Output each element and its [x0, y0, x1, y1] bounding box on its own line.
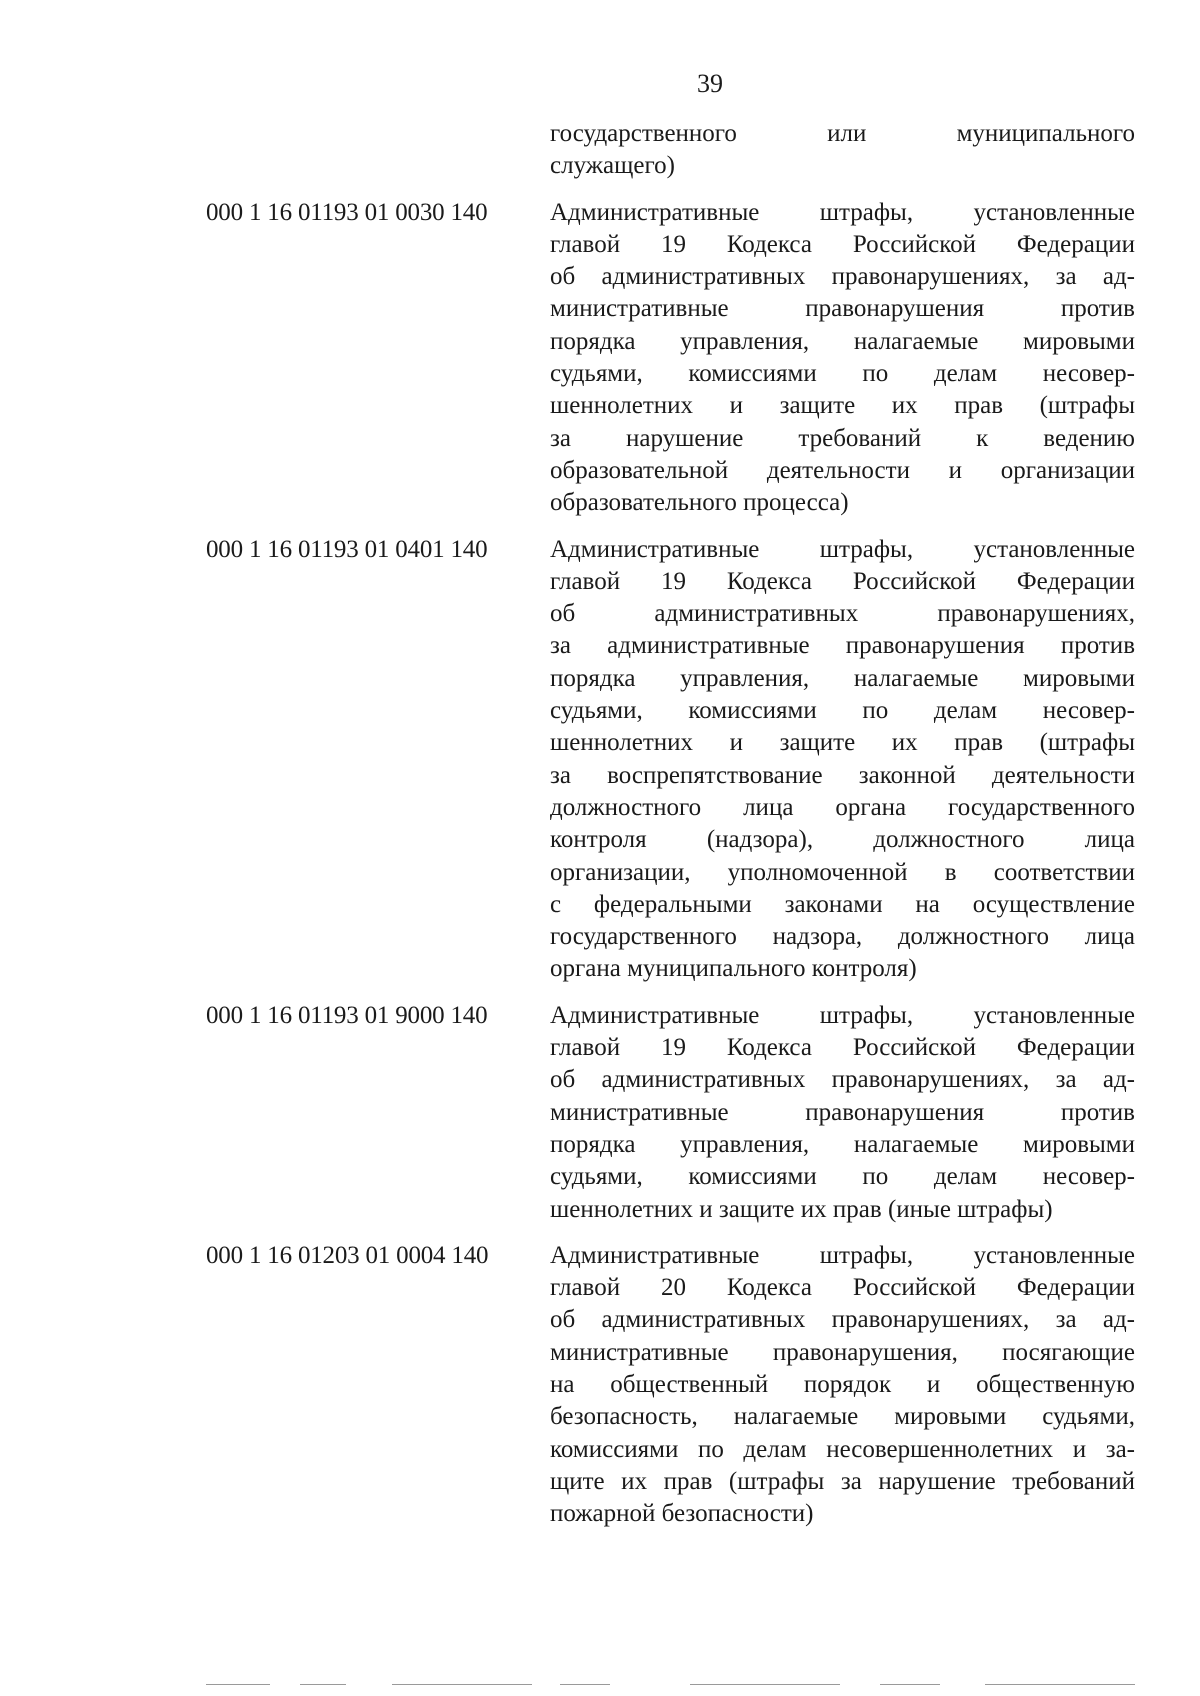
description-line: государственного или муниципального — [550, 120, 1135, 147]
description-line: за нарушение требований к ведению — [550, 424, 1135, 452]
description-text — [550, 1000, 1135, 1226]
description-line: порядка управления, налагаемые мировыми — [550, 664, 1135, 692]
document-table — [206, 118, 1136, 1544]
description-line: порядка управления, налагаемые мировыми — [550, 1130, 1135, 1158]
table-row — [206, 534, 1136, 986]
description-line: контроля (надзора), должностного лица — [550, 826, 1135, 854]
description-line: государственного надзора, должностного лица — [550, 923, 1135, 951]
classification-code: 000 1 16 01203 01 0004 140 — [206, 1241, 489, 1269]
classification-code: 000 1 16 01193 01 9000 140 — [206, 1001, 488, 1029]
description-line: главой 19 Кодекса Российской Федерации — [550, 1034, 1135, 1062]
description-line: должностного лица органа государственного — [550, 793, 1135, 821]
description-line: пожарной безопасности) — [550, 1500, 814, 1528]
description-line: об административных правонарушениях, за ад- — [550, 263, 1135, 291]
description-line: с федеральными законами на осуществление — [550, 890, 1135, 918]
description-text — [550, 1240, 1135, 1531]
description-line: шеннолетних и защите их прав (штрафы — [550, 729, 1135, 757]
description-line: судьями, комиссиями по делам несовер- — [550, 1163, 1135, 1191]
description-line: об административных правонарушениях, — [550, 600, 1135, 628]
description-line: министративные правонарушения против — [550, 295, 1135, 323]
table-row — [206, 118, 1136, 183]
description-line: главой 19 Кодекса Российской Федерации — [550, 567, 1135, 595]
description-line: Административные штрафы, установленные — [550, 535, 1135, 563]
description-line: органа муниципального контроля) — [550, 955, 917, 983]
description-line: об административных правонарушениях, за ад- — [550, 1066, 1135, 1094]
description-text — [550, 118, 1135, 183]
description-line: главой 19 Кодекса Российской Федерации — [550, 230, 1135, 258]
description-line: щите их прав (штрафы за нарушение требований — [550, 1467, 1135, 1495]
description-line: образовательного процесса) — [550, 489, 849, 517]
table-row — [206, 1000, 1136, 1226]
description-line: комиссиями по делам несовершеннолетних и за- — [550, 1435, 1135, 1463]
description-line: министративные правонарушения, посягающие — [550, 1338, 1135, 1366]
classification-code — [206, 118, 550, 183]
description-line: главой 20 Кодекса Российской Федерации — [550, 1274, 1135, 1302]
table-row — [206, 197, 1136, 520]
description-line: служащего) — [550, 152, 675, 180]
description-line: организации, уполномоченной в соответствии — [550, 858, 1135, 886]
page-number: 39 — [697, 69, 723, 98]
description-line: Административные штрафы, установленные — [550, 1241, 1135, 1269]
description-line: Административные штрафы, установленные — [550, 1001, 1135, 1029]
description-line: безопасность, налагаемые мировыми судьями, — [550, 1403, 1135, 1431]
description-line: об административных правонарушениях, за ад- — [550, 1306, 1135, 1334]
description-line: Административные штрафы, установленные — [550, 198, 1135, 226]
description-text — [550, 534, 1135, 986]
description-line: порядка управления, налагаемые мировыми — [550, 327, 1135, 355]
description-line: образовательной деятельности и организации — [550, 456, 1135, 484]
table-row — [206, 1240, 1136, 1531]
classification-code: 000 1 16 01193 01 0030 140 — [206, 198, 488, 226]
description-line: шеннолетних и защите их прав (иные штрафы) — [550, 1195, 1053, 1223]
description-line: шеннолетних и защите их прав (штрафы — [550, 392, 1135, 420]
description-line: за административные правонарушения против — [550, 632, 1135, 660]
description-line: министративные правонарушения против — [550, 1098, 1135, 1126]
classification-code: 000 1 16 01193 01 0401 140 — [206, 535, 488, 563]
description-line: за воспрепятствование законной деятельности — [550, 761, 1135, 789]
description-line: на общественный порядок и общественную — [550, 1370, 1135, 1398]
description-text — [550, 197, 1135, 520]
description-line: судьями, комиссиями по делам несовер- — [550, 360, 1135, 388]
description-line: судьями, комиссиями по делам несовер- — [550, 697, 1135, 725]
